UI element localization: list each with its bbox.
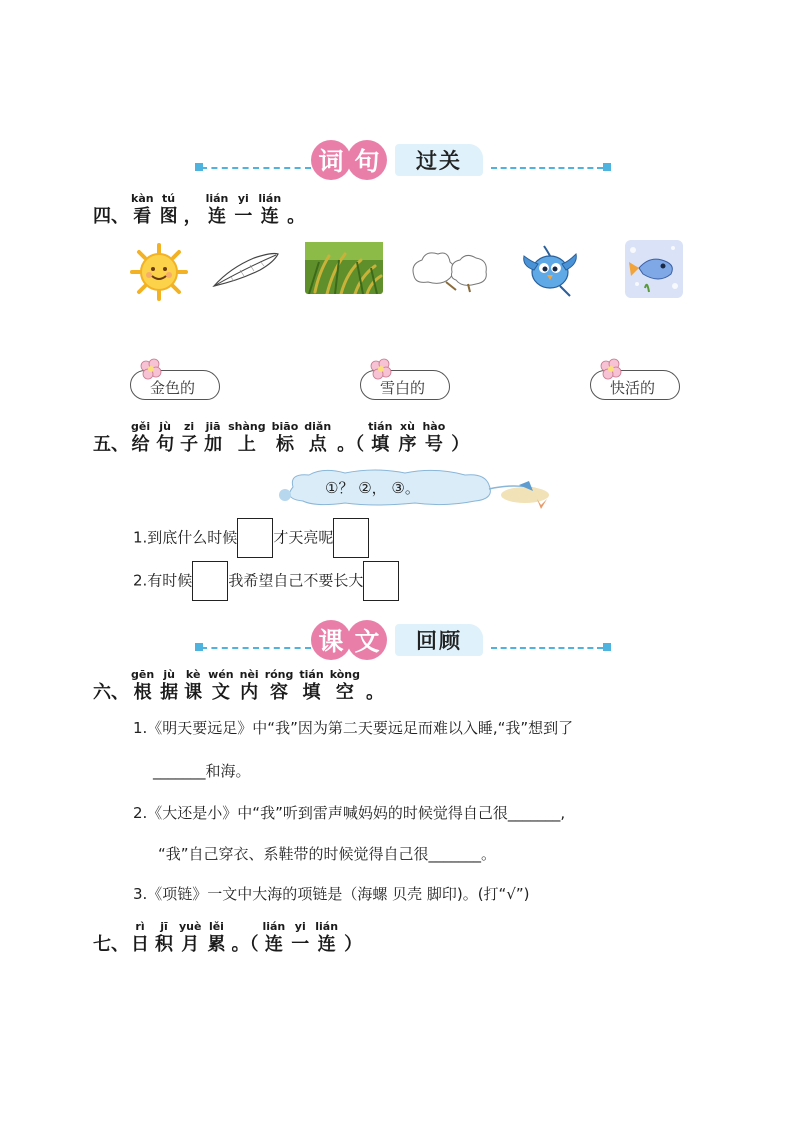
pinyin: lián [258,192,282,205]
hanzi: 课 [184,682,203,703]
sun-picture [130,243,188,301]
pinyin-char [155,920,173,956]
pinyin: wén [208,668,234,681]
answer-box[interactable] [192,561,228,601]
question-7-heading [93,920,366,956]
hanzi: 给 [131,434,150,455]
hanzi: 据 [160,682,179,703]
banner-divider-right [491,647,603,649]
answer-box[interactable] [333,518,369,558]
pinyin: yi [237,192,249,205]
hanzi: 一 [291,934,310,955]
pinyin-char [131,920,149,956]
pinyin: jī [160,920,168,933]
pinyin-char [422,420,445,456]
hanzi: 根 [133,682,152,703]
hanzi: 连 [260,206,279,227]
banner-divider-left [201,167,311,169]
sentence-2-part-a: 2.有时候 [133,571,193,590]
q6-line-5: 3.《项链》一文中大海的项链是（海螺 贝壳 脚印)。(打“√”) [133,885,530,903]
banner-circle-1: 课 [311,620,351,660]
question-5-heading [93,420,473,456]
answer-box[interactable] [237,518,273,558]
sentence-2 [133,561,399,601]
hanzi: 连 [264,934,283,955]
hanzi: 连 [317,934,336,955]
pinyin-char [299,668,323,704]
hanzi: 点 [308,434,327,455]
pinyin-char [398,420,416,456]
sentence-1-part-a: 1.到底什么时候 [133,528,238,547]
pinyin: hào [422,420,446,433]
pinyin: jiā [205,420,221,433]
punctuation: ） [451,434,470,455]
hanzi: 容 [270,682,289,703]
hanzi: 看 [133,206,152,227]
hanzi: 子 [180,434,199,455]
pinyin-char [160,192,178,228]
pinyin-char [228,420,266,456]
pinyin-char [131,192,154,228]
punctuation: ， [183,206,202,227]
pinyin-char [207,920,225,956]
hanzi: 句 [156,434,175,455]
hanzi: 上 [237,434,256,455]
question-number: 五、 [93,434,129,455]
rice-field-picture [305,242,383,294]
punctuation: 。（ [231,934,259,955]
cotton-picture [408,246,492,294]
punctuation: 。 [287,206,306,227]
pinyin-char [315,920,338,956]
banner-square-right [603,643,611,651]
hanzi: 空 [335,682,354,703]
pinyin: kàn [131,192,154,205]
label-golden [130,364,220,400]
hanzi: 填 [302,682,321,703]
pinyin: róng [264,668,294,681]
pinyin-char [330,668,360,704]
pinyin-char [131,668,154,704]
pinyin-char [156,420,174,456]
pinyin: gēn [131,668,155,681]
punctuation: 。 [365,682,384,703]
pinyin-char [272,420,299,456]
hanzi: 号 [424,434,443,455]
punctuation-options: ①？ ②， ③。 [325,479,420,497]
pinyin-char [240,668,259,704]
pinyin-char [179,920,201,956]
q6-line-4: “我”自己穿衣、系鞋带的时候觉得自己很_______。 [158,845,497,863]
pinyin-char [234,192,252,228]
question-4-heading [93,192,309,228]
pinyin: diǎn [304,420,332,433]
banner-tag: 过关 [395,144,483,176]
hanzi: 日 [131,934,149,955]
pinyin: lián [315,920,339,933]
pinyin-char [184,668,202,704]
banner-circle-1: 词 [311,140,351,180]
pinyin: zi [184,420,195,433]
fish-picture [625,240,683,298]
hanzi: 文 [211,682,230,703]
sentence-1 [133,518,369,558]
pinyin: tián [299,668,324,681]
hanzi: 一 [234,206,253,227]
hanzi: 月 [181,934,200,955]
pinyin: shàng [228,420,266,433]
banner-square-left [195,643,203,651]
label-text: 雪白的 [380,379,426,397]
pinyin: kòng [329,668,360,681]
q6-line-3: 2.《大还是小》中“我”听到雷声喊妈妈的时候觉得自己很_______, [133,804,566,822]
question-6-heading [93,668,388,704]
pinyin-char [304,420,331,456]
pinyin: lián [262,920,286,933]
pinyin-char [206,192,229,228]
pinyin: jù [159,420,171,433]
pinyin-char [204,420,222,456]
pinyin: tú [162,192,176,205]
sentence-1-part-b: 才天亮呢 [273,528,334,547]
hanzi: 连 [207,206,226,227]
pinyin: nèi [239,668,259,681]
pinyin: kè [185,668,201,681]
pinyin-char [131,420,150,456]
label-snow-white [360,364,450,400]
q6-line-2: _______和海。 [153,762,251,780]
pinyin: lián [205,192,229,205]
label-text: 快活的 [610,379,656,397]
label-happy [590,364,680,400]
pinyin-char [291,920,309,956]
label-text: 金色的 [150,379,196,397]
pinyin: biāo [271,420,299,433]
question-number: 七、 [93,934,129,955]
pinyin: rì [135,920,145,933]
pinyin-char [180,420,198,456]
hanzi: 填 [371,434,390,455]
feather-picture [210,248,282,290]
pinyin: tián [368,420,393,433]
pinyin: xù [399,420,415,433]
pinyin-char [258,192,281,228]
question-number: 六、 [93,682,129,703]
hanzi: 积 [155,934,173,955]
q6-line-1: 1.《明天要远足》中“我”因为第二天要远足而难以入睡,“我”想到了 [133,719,574,737]
pinyin: jù [163,668,175,681]
banner-tag: 回顾 [395,624,483,656]
section-banner-review [195,620,615,670]
banner-square-right [603,163,611,171]
sentence-2-part-b: 我希望自己不要长大 [228,571,364,590]
punctuation-cloud-picture [275,465,565,515]
hanzi: 加 [204,434,223,455]
banner-divider-right [491,167,603,169]
pinyin: lěi [208,920,224,933]
punctuation: ） [344,934,363,955]
hanzi: 图 [159,206,178,227]
pinyin: yi [294,920,306,933]
punctuation: 。（ [337,434,365,455]
pinyin-char [208,668,233,704]
banner-divider-left [201,647,311,649]
banner-square-left [195,163,203,171]
hanzi: 累 [207,934,226,955]
hanzi: 标 [275,434,294,455]
pinyin-char [262,920,285,956]
section-banner-vocab [195,140,615,190]
pinyin-char [265,668,294,704]
pinyin: yuè [179,920,202,933]
hanzi: 序 [398,434,417,455]
bird-picture [520,240,580,298]
banner-circle-2: 句 [347,140,387,180]
answer-box[interactable] [363,561,399,601]
hanzi: 内 [240,682,259,703]
banner-circle-2: 文 [347,620,387,660]
pinyin-char [368,420,392,456]
pinyin-char [160,668,178,704]
pinyin: gěi [131,420,151,433]
question-number: 四、 [93,206,129,227]
